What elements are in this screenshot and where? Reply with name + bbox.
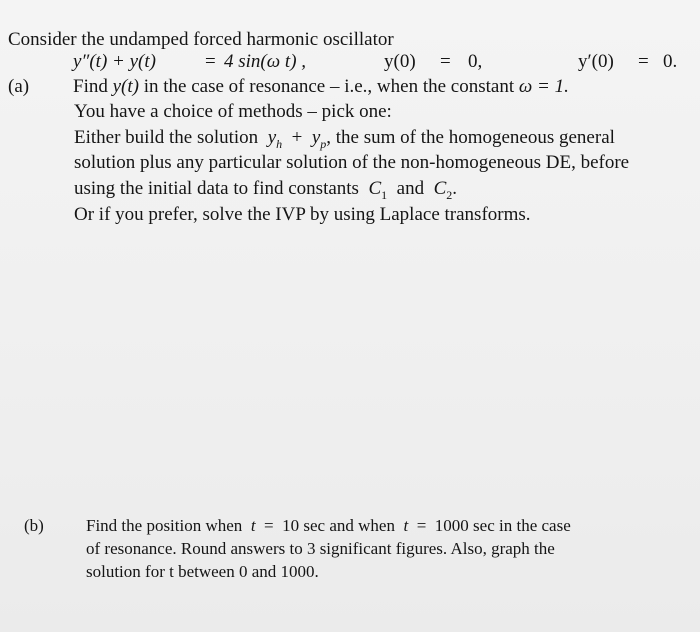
part-a-line-2: You have a choice of methods – pick one:: [74, 101, 392, 122]
initial-condition-dy0-value: 0.: [663, 51, 678, 72]
initial-condition-equals-1: =: [440, 51, 451, 72]
part-a-label: (a): [8, 76, 30, 97]
part-a-line-3: Either build the solution $y_h + y_p$, the sum of the homogeneous general: [74, 127, 615, 151]
part-a-line-1: Find y(t) in the case of resonance – i.e., when the constant ω = 1.: [73, 76, 569, 97]
initial-condition-y0: y(0): [384, 51, 416, 72]
equation-rhs: 4 sin(ω t) ,: [224, 51, 307, 72]
equation-lhs: y″(t) + y(t): [73, 51, 156, 72]
part-a-line-4: solution plus any particular solution of the non-homogeneous DE, before: [74, 152, 630, 173]
part-b-label: (b): [24, 516, 44, 535]
part-a-line-5: using the initial data to find constants $C_1$ and $C_2$.: [74, 178, 458, 202]
part-b-line-1: Find the position when t = 10 sec and when t = 1000 sec in the case: [86, 516, 571, 535]
initial-condition-dy0: y′(0): [578, 51, 614, 72]
part-b-line-3: solution for t between 0 and 1000.: [86, 562, 319, 581]
initial-condition-equals-2: =: [638, 51, 649, 72]
intro-text: Consider the undamped forced harmonic oscillator: [8, 29, 394, 50]
equation-equals: =: [205, 51, 216, 72]
part-a-line-6: Or if you prefer, solve the IVP by using Laplace transforms.: [74, 204, 531, 225]
initial-condition-y0-value: 0,: [468, 51, 483, 72]
part-b-line-2: of resonance. Round answers to 3 significant figures. Also, graph the: [86, 539, 555, 558]
